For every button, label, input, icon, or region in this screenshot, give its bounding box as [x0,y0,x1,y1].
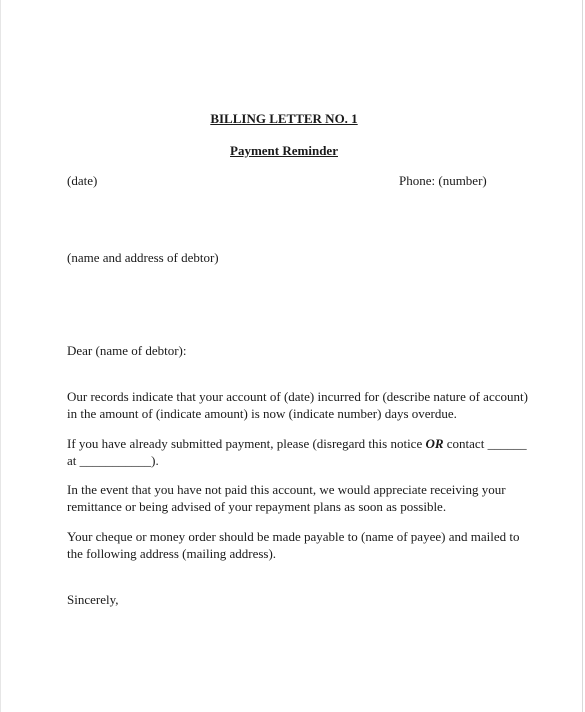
paragraph-line: In the event that you have not paid this account, we would appreciate receiving your [67,482,506,497]
paragraph-line [67,436,547,453]
letter-subtitle: Payment Reminder [230,143,338,158]
paragraph-remittance-request [67,482,547,515]
closing: Sincerely, [67,592,119,607]
paragraph-line: in the amount of (indicate amount) is now (indicate number) days overdue. [67,405,457,421]
paragraph-payment-submitted [67,436,547,469]
letter-title: BILLING LETTER NO. 1 [210,111,358,126]
or-emphasis: OR [425,436,444,451]
salutation: Dear (name of debtor): [67,343,187,358]
paragraph-line: remittance or being advised of your repayment plans as soon as possible. [67,498,447,514]
paragraph-payment-instructions [67,529,547,562]
date-field: (date) [67,173,98,188]
paragraph-line: Our records indicate that your account of (date) incurred for (describe nature of account) [67,389,528,404]
paragraph-text: If you have already submitted payment, please (disregard this notice [67,436,426,451]
paragraph-line: Your cheque or money order should be made payable to (name of payee) and mailed to [67,529,520,544]
paragraph-text: contact ______ [443,436,527,451]
paragraph-line: at ___________). [67,452,159,468]
paragraph-overdue-notice [67,389,547,422]
debtor-address: (name and address of debtor) [67,250,219,265]
paragraph-line: the following address (mailing address). [67,545,277,561]
phone-field: Phone: (number) [399,173,487,188]
